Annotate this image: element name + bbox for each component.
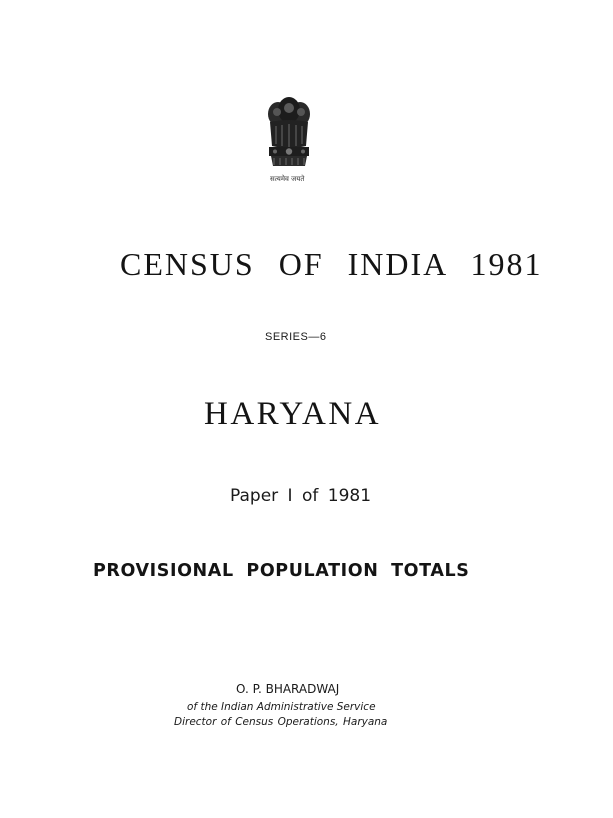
report-title: CENSUS OF INDIA 1981 bbox=[120, 246, 543, 282]
paper-number: Paper I of 1981 bbox=[230, 486, 372, 506]
state-name: HARYANA bbox=[204, 396, 382, 432]
emblem-motto: सत्यमेव जयते bbox=[270, 175, 305, 183]
series-label: SERIES—6 bbox=[265, 331, 327, 343]
author-service: of the Indian Administrative Service bbox=[187, 701, 376, 713]
author-designation: Director of Census Operations, Haryana bbox=[174, 716, 388, 728]
report-heading: PROVISIONAL POPULATION TOTALS bbox=[93, 561, 470, 581]
author-name: O. P. BHARADWAJ bbox=[236, 682, 340, 696]
